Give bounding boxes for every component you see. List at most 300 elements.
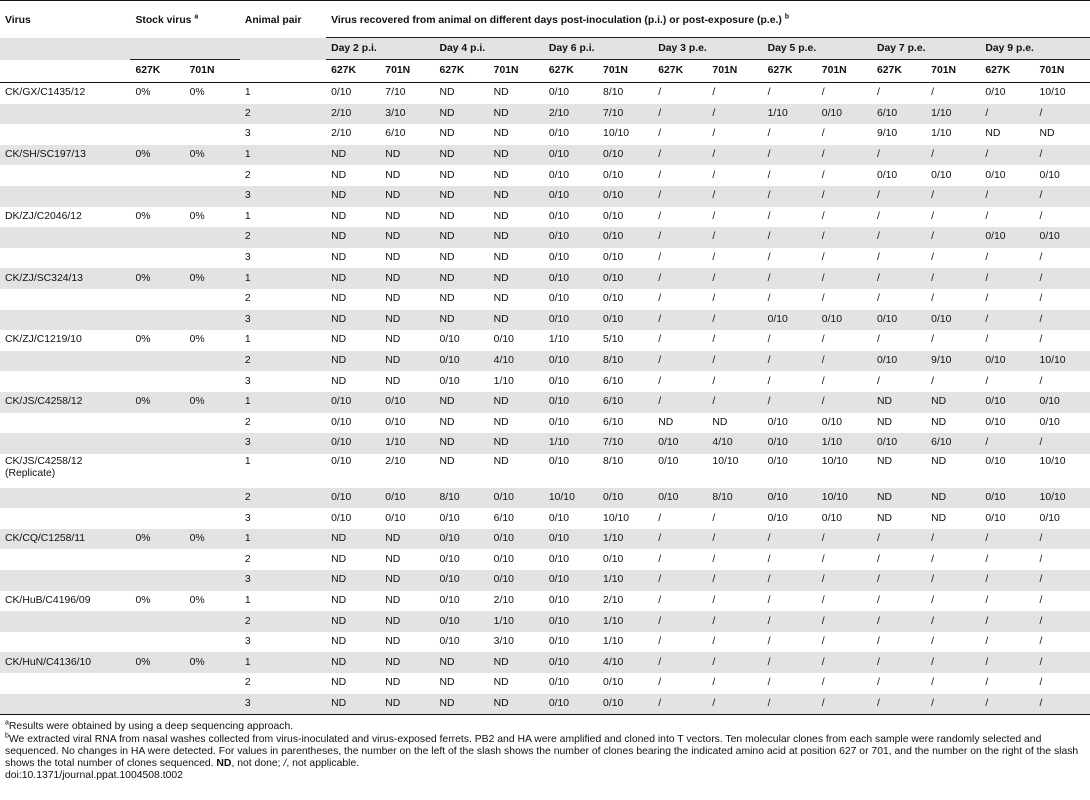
value-cell: / bbox=[767, 87, 771, 99]
value-cell: / bbox=[876, 594, 880, 606]
value-cell: / bbox=[712, 169, 716, 181]
value-cell: ND bbox=[326, 186, 380, 207]
stock-701n-cell: 0% bbox=[185, 652, 240, 673]
value-cell: / bbox=[763, 652, 817, 673]
value-cell: ND bbox=[380, 529, 434, 550]
animal-pair-cell: 3 bbox=[244, 375, 251, 387]
value-cell: / bbox=[926, 268, 980, 289]
value-cell: ND bbox=[380, 227, 434, 248]
value-cell: 0/10 bbox=[331, 87, 352, 99]
value-cell: / bbox=[712, 677, 716, 689]
value-cell: / bbox=[980, 268, 1034, 289]
value-cell: 0/10 bbox=[653, 488, 707, 509]
value-cell: ND bbox=[439, 169, 455, 181]
value-cell: 0/10 bbox=[598, 268, 653, 289]
value-cell: / bbox=[876, 334, 880, 346]
value-cell: / bbox=[872, 570, 926, 591]
table-row bbox=[0, 392, 1090, 413]
value-cell: 6/10 bbox=[598, 392, 653, 413]
animal-pair-cell: 3 bbox=[244, 512, 251, 524]
value-cell: 6/10 bbox=[872, 104, 926, 125]
table-row bbox=[0, 165, 1090, 186]
value-cell: / bbox=[707, 652, 762, 673]
value-cell: / bbox=[821, 334, 825, 346]
value-cell: ND bbox=[326, 529, 380, 550]
value-cell: 0/10 bbox=[603, 252, 624, 264]
table-row bbox=[0, 207, 1090, 228]
table-row bbox=[0, 268, 1090, 289]
value-cell: ND bbox=[434, 652, 488, 673]
value-cell: ND bbox=[712, 416, 728, 428]
animal-pair-cell: 1 bbox=[240, 268, 326, 289]
value-cell: 0/10 bbox=[603, 553, 624, 565]
value-cell: ND bbox=[434, 433, 488, 454]
value-cell: ND bbox=[493, 87, 509, 99]
value-cell: / bbox=[1039, 375, 1043, 387]
value-cell: ND bbox=[658, 416, 674, 428]
table-row bbox=[0, 310, 1090, 331]
footnote-a: $^a$Results were obtained by using a deep sequencing approach. bbox=[5, 719, 294, 733]
value-cell: / bbox=[872, 694, 926, 715]
value-cell: / bbox=[817, 268, 872, 289]
value-cell: 0/10 bbox=[326, 488, 380, 509]
value-cell: 0/10 bbox=[985, 512, 1006, 524]
value-cell: 0/10 bbox=[1039, 416, 1060, 428]
position-header: 627K bbox=[763, 60, 817, 83]
value-cell: 0/10 bbox=[439, 636, 460, 648]
value-cell: ND bbox=[439, 210, 455, 222]
value-cell: ND bbox=[439, 416, 455, 428]
stock-627k-cell bbox=[130, 165, 184, 186]
value-cell: 0/10 bbox=[544, 611, 598, 632]
table-row bbox=[0, 508, 1090, 529]
animal-pair-cell: 3 bbox=[244, 128, 251, 140]
animal-pair-cell: 1 bbox=[240, 392, 326, 413]
value-cell: ND bbox=[331, 293, 347, 305]
value-cell: 7/10 bbox=[598, 433, 653, 454]
value-cell: / bbox=[707, 145, 762, 166]
position-header: 701N bbox=[185, 60, 240, 83]
stock-701n-cell bbox=[185, 351, 240, 372]
value-cell: 0/10 bbox=[985, 169, 1006, 181]
stock-701n-cell bbox=[185, 433, 240, 454]
value-cell: 1/10 bbox=[548, 334, 570, 346]
value-cell: / bbox=[767, 375, 771, 387]
value-cell: / bbox=[653, 227, 707, 248]
footnotes bbox=[0, 721, 1090, 782]
animal-pair-cell: 1 bbox=[244, 210, 251, 222]
position-header: 627K bbox=[980, 60, 1034, 83]
value-cell: 0/10 bbox=[872, 351, 926, 372]
value-cell: ND bbox=[385, 210, 401, 222]
value-cell: ND bbox=[876, 416, 892, 428]
value-cell: ND bbox=[326, 611, 380, 632]
value-cell: 2/10 bbox=[544, 104, 598, 125]
value-cell: / bbox=[653, 570, 707, 591]
animal-pair-cell: 2 bbox=[240, 104, 326, 125]
value-cell: 0/10 bbox=[821, 512, 843, 524]
value-cell: / bbox=[876, 87, 880, 99]
value-cell: / bbox=[817, 652, 872, 673]
value-cell: ND bbox=[380, 652, 434, 673]
animal-pair-cell: 3 bbox=[240, 186, 326, 207]
value-cell: / bbox=[767, 128, 771, 140]
day-header: Day 3 p.e. bbox=[653, 38, 762, 60]
value-cell: ND bbox=[331, 334, 347, 346]
value-cell: / bbox=[763, 570, 817, 591]
value-cell: 7/10 bbox=[385, 87, 406, 99]
value-cell: 0/10 bbox=[489, 570, 544, 591]
value-cell: ND bbox=[931, 416, 947, 428]
value-cell: / bbox=[767, 594, 771, 606]
value-cell: / bbox=[658, 169, 662, 181]
value-cell: / bbox=[821, 128, 825, 140]
table-row bbox=[0, 83, 1090, 104]
virus-name-cell bbox=[0, 413, 130, 434]
table-row bbox=[0, 591, 1090, 612]
value-cell: 8/10 bbox=[598, 351, 653, 372]
value-cell: 0/10 bbox=[434, 529, 488, 550]
value-cell: / bbox=[707, 310, 762, 331]
value-cell: / bbox=[1035, 186, 1090, 207]
value-cell: / bbox=[707, 529, 762, 550]
animal-pair-cell: 2 bbox=[240, 611, 326, 632]
value-cell: ND bbox=[434, 268, 488, 289]
value-cell: ND bbox=[493, 169, 509, 181]
value-cell: 0/10 bbox=[980, 227, 1034, 248]
value-cell: 0/10 bbox=[489, 488, 544, 509]
value-cell: 0/10 bbox=[493, 334, 514, 346]
value-cell: ND bbox=[434, 145, 488, 166]
table-row bbox=[0, 652, 1090, 673]
animal-pair-header: Animal pair bbox=[244, 15, 302, 27]
animal-pair-cell: 2 bbox=[244, 416, 251, 428]
value-cell: / bbox=[872, 611, 926, 632]
value-cell: 0/10 bbox=[385, 416, 406, 428]
value-cell: 0/10 bbox=[544, 529, 598, 550]
value-cell: ND bbox=[493, 455, 509, 467]
value-cell: / bbox=[821, 252, 825, 264]
table-row bbox=[0, 145, 1090, 166]
animal-pair-cell: 1 bbox=[244, 87, 251, 99]
stock-701n-cell bbox=[185, 289, 240, 310]
value-cell: ND bbox=[931, 455, 947, 467]
value-cell: 0/10 bbox=[603, 677, 624, 689]
value-cell: ND bbox=[434, 392, 488, 413]
value-cell: 0/10 bbox=[985, 455, 1006, 467]
virus-name-cell bbox=[0, 310, 130, 331]
value-cell: / bbox=[763, 611, 817, 632]
value-cell: / bbox=[658, 128, 662, 140]
value-cell: 0/10 bbox=[439, 512, 460, 524]
value-cell: / bbox=[980, 186, 1034, 207]
value-cell: 10/10 bbox=[1039, 455, 1066, 467]
stock-627k-cell bbox=[130, 310, 184, 331]
value-cell: / bbox=[931, 210, 935, 222]
value-cell: / bbox=[931, 87, 935, 99]
value-cell: / bbox=[931, 636, 935, 648]
virus-name-cell: CK/CQ/C1258/11 bbox=[0, 529, 130, 550]
value-cell: / bbox=[821, 594, 825, 606]
value-cell: 5/10 bbox=[603, 334, 624, 346]
virus-name-cell: CK/JS/C4258/12 bbox=[0, 392, 130, 413]
value-cell: ND bbox=[385, 594, 401, 606]
value-cell: ND bbox=[385, 293, 401, 305]
value-cell: 0/10 bbox=[598, 694, 653, 715]
stock-701n-cell bbox=[185, 508, 240, 529]
animal-pair-cell: 1 bbox=[240, 529, 326, 550]
animal-pair-cell: 3 bbox=[240, 433, 326, 454]
value-cell: 0/10 bbox=[876, 169, 898, 181]
stock-627k-cell bbox=[130, 289, 184, 310]
stock-627k-cell: 0% bbox=[130, 268, 184, 289]
value-cell: 4/10 bbox=[707, 433, 762, 454]
value-cell: / bbox=[872, 268, 926, 289]
value-cell: 0/10 bbox=[544, 570, 598, 591]
virus-name-cell: DK/ZJ/C2046/12 bbox=[5, 210, 82, 222]
value-cell: 10/10 bbox=[603, 128, 630, 140]
table-row bbox=[0, 673, 1090, 694]
value-cell: 0/10 bbox=[980, 488, 1034, 509]
value-cell: / bbox=[712, 636, 716, 648]
value-cell: ND bbox=[489, 268, 544, 289]
value-cell: / bbox=[707, 186, 762, 207]
value-cell: 0/10 bbox=[544, 145, 598, 166]
value-cell: 1/10 bbox=[544, 433, 598, 454]
value-cell: / bbox=[763, 351, 817, 372]
value-cell: 0/10 bbox=[544, 310, 598, 331]
value-cell: 0/10 bbox=[544, 227, 598, 248]
value-cell: ND bbox=[434, 694, 488, 715]
value-cell: 0/10 bbox=[326, 392, 380, 413]
value-cell: 10/10 bbox=[712, 455, 739, 467]
value-cell: / bbox=[767, 636, 771, 648]
value-cell: 0/10 bbox=[763, 488, 817, 509]
value-cell: ND bbox=[493, 252, 509, 264]
value-cell: ND bbox=[380, 310, 434, 331]
value-cell: 1/10 bbox=[598, 611, 653, 632]
value-cell: ND bbox=[493, 416, 509, 428]
value-cell: 1/10 bbox=[598, 570, 653, 591]
value-cell: / bbox=[763, 694, 817, 715]
stock-627k-cell: 0% bbox=[130, 145, 184, 166]
value-cell: 0/10 bbox=[331, 416, 352, 428]
value-cell: / bbox=[712, 594, 716, 606]
value-cell: ND bbox=[489, 186, 544, 207]
value-cell: 0/10 bbox=[658, 455, 679, 467]
virus-name-cell: CK/GX/C1435/12 bbox=[5, 87, 86, 99]
value-cell: / bbox=[707, 570, 762, 591]
position-header: 701N bbox=[707, 60, 762, 83]
value-cell: / bbox=[821, 553, 825, 565]
value-cell: / bbox=[817, 529, 872, 550]
value-cell: ND bbox=[985, 128, 1001, 140]
position-header: 701N bbox=[598, 60, 653, 83]
value-cell: 0/10 bbox=[1035, 392, 1090, 413]
value-cell: ND bbox=[931, 512, 947, 524]
value-cell: / bbox=[712, 293, 716, 305]
value-cell: / bbox=[1039, 553, 1043, 565]
animal-pair-cell: 3 bbox=[240, 570, 326, 591]
value-cell: / bbox=[876, 375, 880, 387]
table-body bbox=[0, 83, 1090, 715]
stock-627k-cell bbox=[130, 104, 184, 125]
stock-627k-cell bbox=[130, 248, 184, 269]
stock-701n-cell bbox=[185, 104, 240, 125]
value-cell: ND bbox=[872, 488, 926, 509]
value-cell: / bbox=[707, 104, 762, 125]
value-cell: / bbox=[931, 252, 935, 264]
value-cell: / bbox=[1035, 652, 1090, 673]
value-cell: 0/10 bbox=[439, 334, 460, 346]
position-header: 701N bbox=[489, 60, 544, 83]
table-row bbox=[0, 454, 1090, 488]
value-cell: ND bbox=[493, 677, 509, 689]
value-cell: / bbox=[985, 677, 989, 689]
value-cell: / bbox=[817, 392, 872, 413]
stock-701n-cell bbox=[185, 611, 240, 632]
value-cell: 6/10 bbox=[603, 375, 624, 387]
value-cell: / bbox=[931, 677, 935, 689]
virus-name-cell bbox=[0, 508, 130, 529]
value-cell: / bbox=[931, 375, 935, 387]
value-cell: / bbox=[876, 252, 880, 264]
value-cell: / bbox=[817, 351, 872, 372]
value-cell: 0/10 bbox=[548, 512, 570, 524]
stock-627k-cell bbox=[130, 371, 184, 392]
day-header: Day 5 p.e. bbox=[763, 38, 872, 60]
value-cell: / bbox=[653, 268, 707, 289]
value-cell: / bbox=[817, 611, 872, 632]
value-cell: ND bbox=[493, 293, 509, 305]
stock-627k-cell bbox=[130, 508, 184, 529]
value-cell: 1/10 bbox=[380, 433, 434, 454]
value-cell: 10/10 bbox=[544, 488, 598, 509]
value-cell: / bbox=[1035, 268, 1090, 289]
stock-627k-cell bbox=[130, 351, 184, 372]
value-cell: 0/10 bbox=[817, 104, 872, 125]
virus-name-cell bbox=[0, 124, 130, 145]
value-cell: ND bbox=[331, 375, 347, 387]
value-cell: 0/10 bbox=[767, 416, 788, 428]
value-cell: ND bbox=[331, 210, 347, 222]
value-cell: / bbox=[872, 145, 926, 166]
value-cell: ND bbox=[434, 104, 488, 125]
table-row bbox=[0, 611, 1090, 632]
value-cell: 8/10 bbox=[603, 87, 624, 99]
value-cell: ND bbox=[380, 268, 434, 289]
value-cell: 0/10 bbox=[380, 392, 434, 413]
value-cell: / bbox=[712, 553, 716, 565]
value-cell: 0/10 bbox=[985, 416, 1006, 428]
table-row bbox=[0, 186, 1090, 207]
value-cell: 0/10 bbox=[434, 570, 488, 591]
value-cell: / bbox=[712, 210, 716, 222]
value-cell: / bbox=[931, 334, 935, 346]
stock-627k-cell: 0% bbox=[135, 334, 151, 346]
stock-701n-cell bbox=[185, 227, 240, 248]
table-row bbox=[0, 371, 1090, 392]
value-cell: ND bbox=[489, 694, 544, 715]
footnote-b: $^b$We extracted viral RNA from nasal washes collected from virus-inoculated and virus-exposed ferrets. PB2 and HA were amplified and cloned into T vectors. Ten molecular clones from each sample were randomly selected and sequenced. No changes in HA were detected. For values in parentheses, the number on the left of the slash shows the number of clones bearing the indicated amino acid at position 627 or 701, and the number on the right of the slash shows the total number of clones sequenced. ND, not done; /, not applicable. bbox=[5, 732, 1079, 770]
stock-701n-cell: 0% bbox=[185, 529, 240, 550]
stock-701n-cell: 0% bbox=[185, 268, 240, 289]
table-row bbox=[0, 351, 1090, 372]
table-row bbox=[0, 330, 1090, 351]
table-row bbox=[0, 488, 1090, 509]
value-cell: / bbox=[1039, 293, 1043, 305]
table-row bbox=[0, 124, 1090, 145]
value-cell: / bbox=[712, 512, 716, 524]
value-cell: / bbox=[658, 210, 662, 222]
virus-name-cell: CK/ZJ/SC324/13 bbox=[0, 268, 130, 289]
value-cell: ND bbox=[434, 227, 488, 248]
value-cell: 2/10 bbox=[326, 104, 380, 125]
value-cell: 10/10 bbox=[821, 455, 848, 467]
stock-701n-cell: 0% bbox=[189, 594, 205, 606]
stock-701n-cell bbox=[185, 248, 240, 269]
value-cell: / bbox=[767, 293, 771, 305]
stock-627k-cell bbox=[130, 611, 184, 632]
stock-virus-header: Stock virus $^a$ bbox=[135, 13, 199, 27]
value-cell: / bbox=[658, 677, 662, 689]
value-cell: 0/10 bbox=[980, 392, 1034, 413]
value-cell: 1/10 bbox=[817, 433, 872, 454]
value-cell: 0/10 bbox=[1035, 227, 1090, 248]
value-cell: / bbox=[653, 186, 707, 207]
stock-627k-cell bbox=[130, 433, 184, 454]
value-cell: / bbox=[707, 351, 762, 372]
value-cell: / bbox=[1035, 570, 1090, 591]
stock-701n-cell: 0% bbox=[185, 145, 240, 166]
value-cell: 8/10 bbox=[603, 455, 624, 467]
value-cell: / bbox=[821, 636, 825, 648]
value-cell: 0/10 bbox=[439, 594, 460, 606]
value-cell: 0/10 bbox=[548, 677, 570, 689]
value-cell: ND bbox=[1039, 128, 1055, 140]
value-cell: / bbox=[653, 145, 707, 166]
value-cell: / bbox=[707, 227, 762, 248]
value-cell: / bbox=[763, 186, 817, 207]
value-cell: 10/10 bbox=[603, 512, 630, 524]
value-cell: 10/10 bbox=[1039, 87, 1066, 99]
value-cell: 0/10 bbox=[653, 433, 707, 454]
value-cell: 0/10 bbox=[548, 128, 570, 140]
value-cell: / bbox=[980, 145, 1034, 166]
value-cell: 0/10 bbox=[603, 169, 624, 181]
virus-name-cell: CK/ZJ/C1219/10 bbox=[5, 334, 82, 346]
value-cell: / bbox=[767, 677, 771, 689]
value-cell: 0/10 bbox=[548, 293, 570, 305]
position-header: 627K bbox=[653, 60, 707, 83]
virus-name-cell bbox=[0, 433, 130, 454]
stock-627k-cell: 0% bbox=[135, 210, 151, 222]
value-cell: / bbox=[872, 186, 926, 207]
value-cell: / bbox=[821, 293, 825, 305]
value-cell: / bbox=[872, 227, 926, 248]
stock-627k-cell bbox=[130, 454, 184, 488]
value-cell: 0/10 bbox=[548, 169, 570, 181]
value-cell: ND bbox=[380, 611, 434, 632]
value-cell: / bbox=[658, 636, 662, 648]
value-cell: / bbox=[1035, 611, 1090, 632]
value-cell: 0/10 bbox=[385, 512, 406, 524]
value-cell: / bbox=[712, 128, 716, 140]
value-cell: / bbox=[1039, 636, 1043, 648]
value-cell: 0/10 bbox=[872, 433, 926, 454]
value-cell: / bbox=[931, 594, 935, 606]
value-cell: 0/10 bbox=[763, 433, 817, 454]
